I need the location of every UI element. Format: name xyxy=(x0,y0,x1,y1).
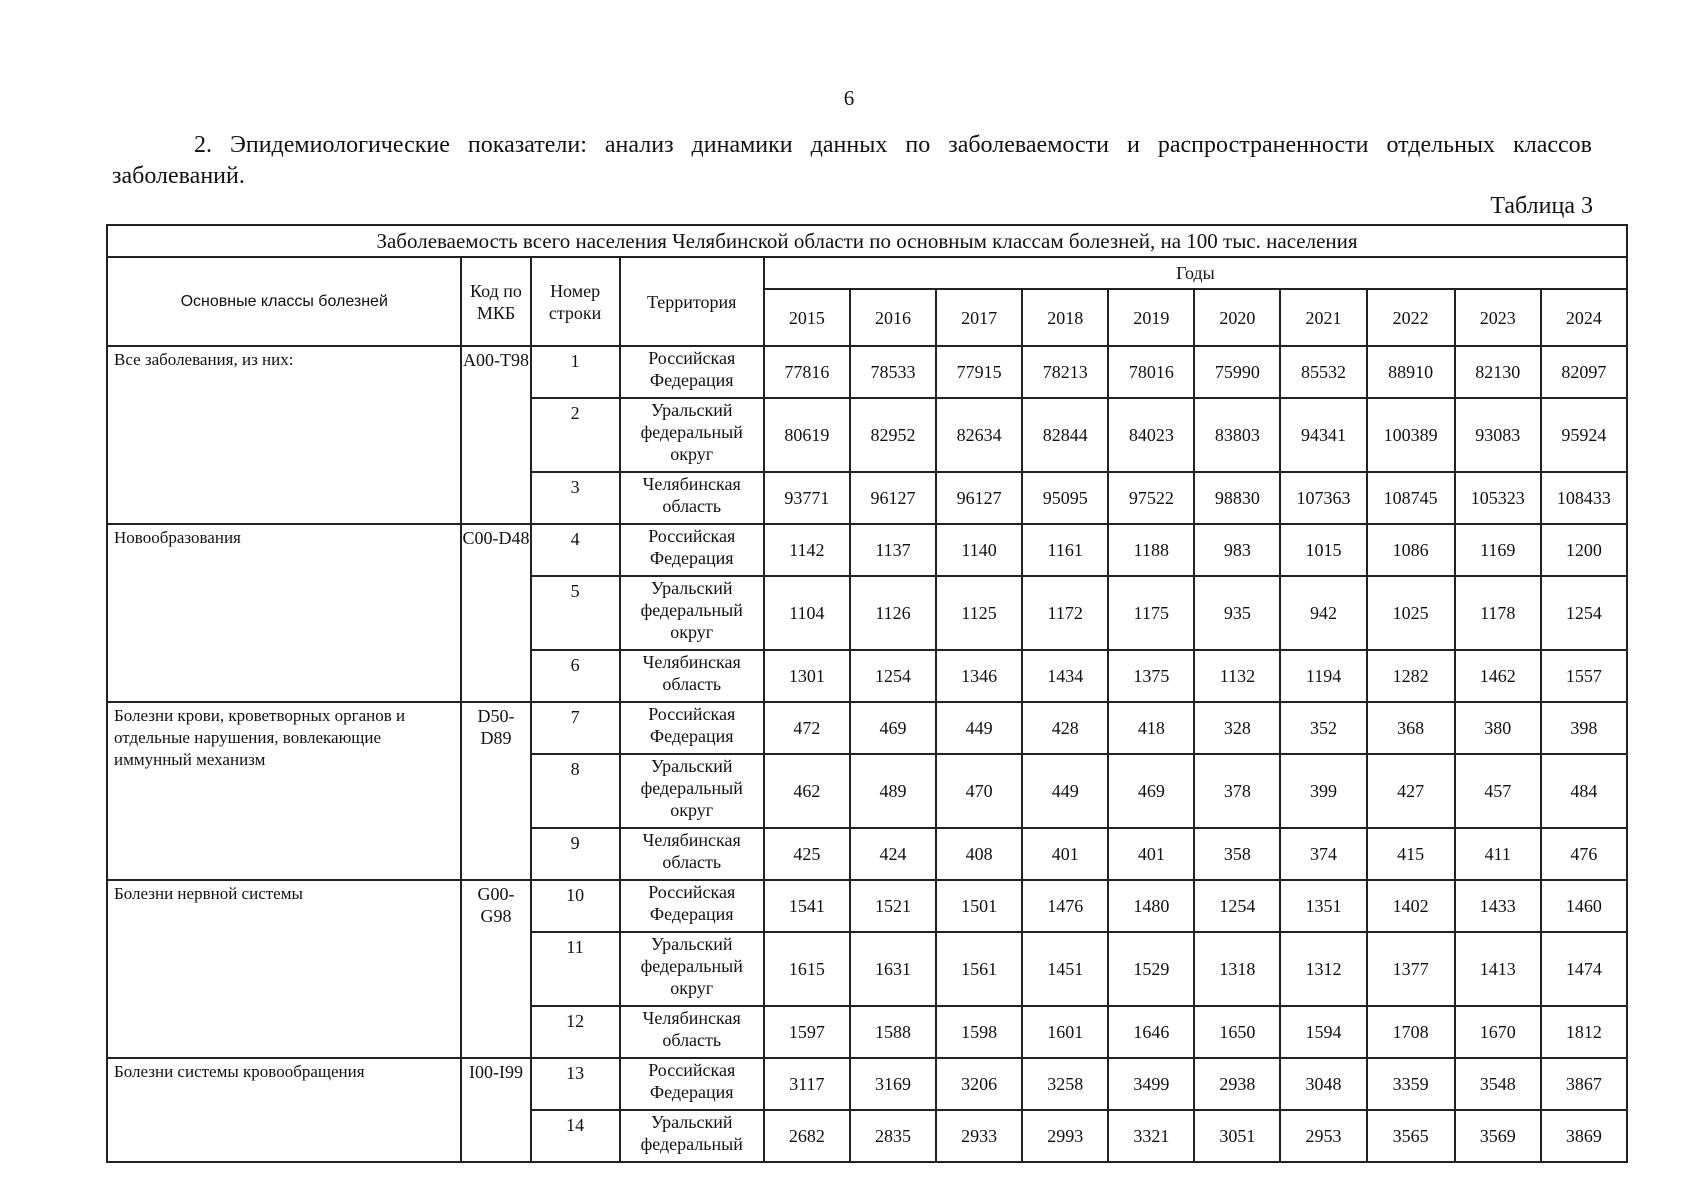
value-cell: 489 xyxy=(850,754,936,828)
table-row xyxy=(107,346,1627,398)
year-header: 2020 xyxy=(1194,289,1280,346)
value-cell: 1086 xyxy=(1367,524,1455,576)
value-cell: 1631 xyxy=(850,932,936,1006)
value-cell: 1125 xyxy=(936,576,1022,650)
value-cell: 1254 xyxy=(1541,576,1627,650)
value-cell: 3051 xyxy=(1194,1110,1280,1162)
value-cell: 3117 xyxy=(764,1058,850,1110)
value-cell: 1501 xyxy=(936,880,1022,932)
value-cell: 2993 xyxy=(1022,1110,1108,1162)
value-cell: 1541 xyxy=(764,880,850,932)
table-body xyxy=(107,346,1627,1162)
value-cell: 1126 xyxy=(850,576,936,650)
territory-cell: Челябинская область xyxy=(620,1006,764,1058)
table-title: Заболеваемость всего населения Челябинской области по основным классам болезней, на 100 тыс. населения xyxy=(107,225,1627,257)
disease-class-cell: Болезни нервной системы xyxy=(107,880,461,1058)
value-cell: 428 xyxy=(1022,702,1108,754)
value-cell: 1557 xyxy=(1541,650,1627,702)
value-cell: 1597 xyxy=(764,1006,850,1058)
value-cell: 1529 xyxy=(1108,932,1194,1006)
disease-class-cell: Новообразования xyxy=(107,524,461,702)
territory-cell: Российская Федерация xyxy=(620,346,764,398)
value-cell: 401 xyxy=(1022,828,1108,880)
value-cell: 1812 xyxy=(1541,1006,1627,1058)
value-cell: 418 xyxy=(1108,702,1194,754)
value-cell: 358 xyxy=(1194,828,1280,880)
value-cell: 100389 xyxy=(1367,398,1455,472)
value-cell: 82634 xyxy=(936,398,1022,472)
page-number: 6 xyxy=(843,86,855,110)
value-cell: 352 xyxy=(1280,702,1366,754)
value-cell: 2933 xyxy=(936,1110,1022,1162)
value-cell: 1169 xyxy=(1455,524,1541,576)
value-cell: 983 xyxy=(1194,524,1280,576)
value-cell: 98830 xyxy=(1194,472,1280,524)
value-cell: 368 xyxy=(1367,702,1455,754)
value-cell: 398 xyxy=(1541,702,1627,754)
year-header: 2021 xyxy=(1280,289,1366,346)
value-cell: 107363 xyxy=(1280,472,1366,524)
year-header: 2016 xyxy=(850,289,936,346)
value-cell: 1588 xyxy=(850,1006,936,1058)
row-number-cell: 14 xyxy=(531,1110,620,1162)
value-cell: 449 xyxy=(936,702,1022,754)
value-cell: 469 xyxy=(850,702,936,754)
value-cell: 1282 xyxy=(1367,650,1455,702)
disease-class-cell: Болезни крови, кроветворных органов и отдельные нарушения, вовлекающие иммунный механизм xyxy=(107,702,461,880)
value-cell: 424 xyxy=(850,828,936,880)
value-cell: 469 xyxy=(1108,754,1194,828)
value-cell: 411 xyxy=(1455,828,1541,880)
row-number-cell: 8 xyxy=(531,754,620,828)
value-cell: 942 xyxy=(1280,576,1366,650)
value-cell: 399 xyxy=(1280,754,1366,828)
value-cell: 1188 xyxy=(1108,524,1194,576)
value-cell: 75990 xyxy=(1194,346,1280,398)
value-cell: 3569 xyxy=(1455,1110,1541,1162)
value-cell: 1474 xyxy=(1541,932,1627,1006)
value-cell: 1254 xyxy=(1194,880,1280,932)
value-cell: 1521 xyxy=(850,880,936,932)
territory-cell: Уральский федеральный xyxy=(620,1110,764,1162)
row-number-cell: 6 xyxy=(531,650,620,702)
value-cell: 1161 xyxy=(1022,524,1108,576)
territory-cell: Уральский федеральный округ xyxy=(620,576,764,650)
value-cell: 93771 xyxy=(764,472,850,524)
year-header: 2017 xyxy=(936,289,1022,346)
icd-code-cell: C00-D48 xyxy=(461,524,530,702)
value-cell: 1375 xyxy=(1108,650,1194,702)
value-cell: 1194 xyxy=(1280,650,1366,702)
value-cell: 425 xyxy=(764,828,850,880)
value-cell: 1140 xyxy=(936,524,1022,576)
value-cell: 1137 xyxy=(850,524,936,576)
value-cell: 1433 xyxy=(1455,880,1541,932)
value-cell: 3499 xyxy=(1108,1058,1194,1110)
year-header: 2019 xyxy=(1108,289,1194,346)
value-cell: 2953 xyxy=(1280,1110,1366,1162)
value-cell: 2938 xyxy=(1194,1058,1280,1110)
value-cell: 1402 xyxy=(1367,880,1455,932)
value-cell: 95924 xyxy=(1541,398,1627,472)
value-cell: 77915 xyxy=(936,346,1022,398)
year-header: 2024 xyxy=(1541,289,1627,346)
value-cell: 1434 xyxy=(1022,650,1108,702)
icd-code-cell: A00-T98 xyxy=(461,346,530,524)
table-row xyxy=(107,702,1627,754)
value-cell: 1172 xyxy=(1022,576,1108,650)
row-number-cell: 10 xyxy=(531,880,620,932)
value-cell: 3565 xyxy=(1367,1110,1455,1162)
value-cell: 82130 xyxy=(1455,346,1541,398)
value-cell: 427 xyxy=(1367,754,1455,828)
value-cell: 1615 xyxy=(764,932,850,1006)
value-cell: 415 xyxy=(1367,828,1455,880)
value-cell: 84023 xyxy=(1108,398,1194,472)
section-heading: 2. Эпидемиологические показатели: анализ динамики данных по заболеваемости и распространенности отдельных классов заболеваний. xyxy=(112,132,1592,189)
value-cell: 83803 xyxy=(1194,398,1280,472)
row-number-cell: 11 xyxy=(531,932,620,1006)
value-cell: 401 xyxy=(1108,828,1194,880)
table-row xyxy=(107,524,1627,576)
row-number-cell: 1 xyxy=(531,346,620,398)
value-cell: 3048 xyxy=(1280,1058,1366,1110)
value-cell: 1451 xyxy=(1022,932,1108,1006)
value-cell: 1413 xyxy=(1455,932,1541,1006)
value-cell: 1346 xyxy=(936,650,1022,702)
value-cell: 1200 xyxy=(1541,524,1627,576)
value-cell: 1646 xyxy=(1108,1006,1194,1058)
disease-class-cell: Все заболевания, из них: xyxy=(107,346,461,524)
territory-cell: Челябинская область xyxy=(620,472,764,524)
value-cell: 476 xyxy=(1541,828,1627,880)
value-cell: 78533 xyxy=(850,346,936,398)
value-cell: 82844 xyxy=(1022,398,1108,472)
value-cell: 93083 xyxy=(1455,398,1541,472)
value-cell: 484 xyxy=(1541,754,1627,828)
table-caption: Таблица 3 xyxy=(1490,193,1593,219)
value-cell: 1708 xyxy=(1367,1006,1455,1058)
icd-code-cell: I00-I99 xyxy=(461,1058,530,1162)
row-number-cell: 4 xyxy=(531,524,620,576)
value-cell: 1318 xyxy=(1194,932,1280,1006)
value-cell: 94341 xyxy=(1280,398,1366,472)
value-cell: 1601 xyxy=(1022,1006,1108,1058)
territory-cell: Уральский федеральный округ xyxy=(620,398,764,472)
year-header: 2022 xyxy=(1367,289,1455,346)
territory-cell: Российская Федерация xyxy=(620,702,764,754)
value-cell: 1598 xyxy=(936,1006,1022,1058)
value-cell: 470 xyxy=(936,754,1022,828)
value-cell: 1178 xyxy=(1455,576,1541,650)
value-cell: 1351 xyxy=(1280,880,1366,932)
morbidity-table xyxy=(106,224,1628,1163)
header-row-number: Номер строки xyxy=(531,257,620,346)
icd-code-cell: D50-D89 xyxy=(461,702,530,880)
value-cell: 97522 xyxy=(1108,472,1194,524)
value-cell: 3359 xyxy=(1367,1058,1455,1110)
value-cell: 105323 xyxy=(1455,472,1541,524)
value-cell: 1254 xyxy=(850,650,936,702)
row-number-cell: 5 xyxy=(531,576,620,650)
value-cell: 1460 xyxy=(1541,880,1627,932)
value-cell: 108433 xyxy=(1541,472,1627,524)
value-cell: 380 xyxy=(1455,702,1541,754)
value-cell: 1312 xyxy=(1280,932,1366,1006)
value-cell: 3258 xyxy=(1022,1058,1108,1110)
value-cell: 1462 xyxy=(1455,650,1541,702)
value-cell: 2682 xyxy=(764,1110,850,1162)
value-cell: 2835 xyxy=(850,1110,936,1162)
header-disease-class: Основные классы болезней xyxy=(107,257,461,346)
value-cell: 1561 xyxy=(936,932,1022,1006)
value-cell: 1025 xyxy=(1367,576,1455,650)
value-cell: 1175 xyxy=(1108,576,1194,650)
row-number-cell: 2 xyxy=(531,398,620,472)
value-cell: 3321 xyxy=(1108,1110,1194,1162)
value-cell: 328 xyxy=(1194,702,1280,754)
table-row xyxy=(107,880,1627,932)
value-cell: 1142 xyxy=(764,524,850,576)
value-cell: 462 xyxy=(764,754,850,828)
value-cell: 374 xyxy=(1280,828,1366,880)
value-cell: 3206 xyxy=(936,1058,1022,1110)
value-cell: 1015 xyxy=(1280,524,1366,576)
value-cell: 85532 xyxy=(1280,346,1366,398)
value-cell: 935 xyxy=(1194,576,1280,650)
value-cell: 1476 xyxy=(1022,880,1108,932)
value-cell: 3867 xyxy=(1541,1058,1627,1110)
row-number-cell: 13 xyxy=(531,1058,620,1110)
table-row xyxy=(107,1058,1627,1110)
value-cell: 378 xyxy=(1194,754,1280,828)
value-cell: 95095 xyxy=(1022,472,1108,524)
value-cell: 1594 xyxy=(1280,1006,1366,1058)
icd-code-cell: G00-G98 xyxy=(461,880,530,1058)
row-number-cell: 7 xyxy=(531,702,620,754)
value-cell: 82952 xyxy=(850,398,936,472)
territory-cell: Челябинская область xyxy=(620,650,764,702)
value-cell: 1670 xyxy=(1455,1006,1541,1058)
value-cell: 96127 xyxy=(936,472,1022,524)
year-header: 2015 xyxy=(764,289,850,346)
value-cell: 108745 xyxy=(1367,472,1455,524)
header-code: Код по МКБ xyxy=(461,257,530,346)
value-cell: 80619 xyxy=(764,398,850,472)
value-cell: 1301 xyxy=(764,650,850,702)
value-cell: 408 xyxy=(936,828,1022,880)
territory-cell: Уральский федеральный округ xyxy=(620,932,764,1006)
value-cell: 1650 xyxy=(1194,1006,1280,1058)
value-cell: 82097 xyxy=(1541,346,1627,398)
territory-cell: Российская Федерация xyxy=(620,524,764,576)
value-cell: 472 xyxy=(764,702,850,754)
year-header: 2018 xyxy=(1022,289,1108,346)
territory-cell: Уральский федеральный округ xyxy=(620,754,764,828)
value-cell: 1132 xyxy=(1194,650,1280,702)
row-number-cell: 9 xyxy=(531,828,620,880)
territory-cell: Российская Федерация xyxy=(620,880,764,932)
row-number-cell: 12 xyxy=(531,1006,620,1058)
header-territory: Территория xyxy=(620,257,764,346)
value-cell: 78213 xyxy=(1022,346,1108,398)
value-cell: 77816 xyxy=(764,346,850,398)
territory-cell: Челябинская область xyxy=(620,828,764,880)
value-cell: 3869 xyxy=(1541,1110,1627,1162)
value-cell: 449 xyxy=(1022,754,1108,828)
territory-cell: Российская Федерация xyxy=(620,1058,764,1110)
header-years: Годы xyxy=(764,257,1627,289)
value-cell: 3548 xyxy=(1455,1058,1541,1110)
value-cell: 1104 xyxy=(764,576,850,650)
value-cell: 1377 xyxy=(1367,932,1455,1006)
value-cell: 96127 xyxy=(850,472,936,524)
value-cell: 457 xyxy=(1455,754,1541,828)
value-cell: 78016 xyxy=(1108,346,1194,398)
value-cell: 1480 xyxy=(1108,880,1194,932)
value-cell: 3169 xyxy=(850,1058,936,1110)
year-header: 2023 xyxy=(1455,289,1541,346)
value-cell: 88910 xyxy=(1367,346,1455,398)
disease-class-cell: Болезни системы кровообращения xyxy=(107,1058,461,1162)
row-number-cell: 3 xyxy=(531,472,620,524)
